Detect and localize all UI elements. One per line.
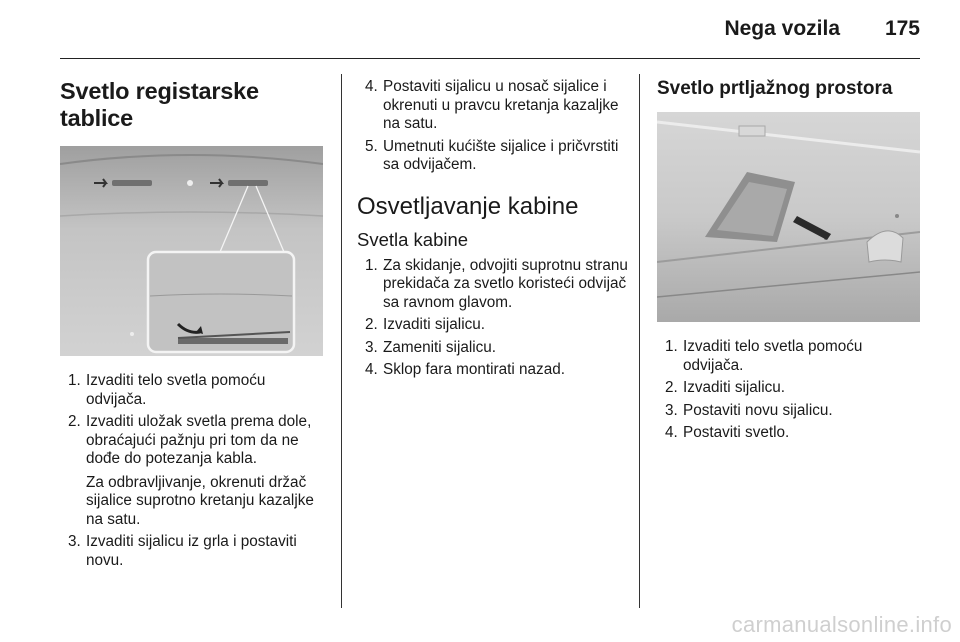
- list-item: 2. Izvaditi sijalicu.: [365, 316, 486, 333]
- trunk-light-illustration: [657, 112, 920, 322]
- section-heading-interior-lighting: Osvetljavanje kabine: [357, 192, 579, 220]
- header-title: Nega vozila: [724, 17, 840, 40]
- list-item: 3. Izvaditi sijalicu iz grla i postaviti novu.: [68, 533, 297, 569]
- column-license-plate-light: [60, 72, 328, 574]
- list-item: 4. Postaviti svetlo.: [665, 424, 790, 441]
- list-item: 1. Izvaditi telo svetla pomoću odvijača.: [68, 372, 266, 408]
- list-item: 1. Za skidanje, odvojiti suprotnu stranu prekidača za svetlo koristeći odvijač sa ravnom glavom.: [365, 256, 628, 311]
- subheading-cabin-lights: Svetla kabine: [357, 228, 469, 250]
- license-plate-light-figure: [60, 146, 323, 356]
- page-header: [0, 0, 960, 60]
- trunk-light-steps: [657, 338, 927, 443]
- list-item: 5. Umetnuti kućište sijalice i pričvrstiti sa odvijačem.: [365, 137, 619, 173]
- list-item: 3. Zameniti sijalicu.: [365, 338, 497, 356]
- column-trunk-light: [657, 72, 927, 447]
- license-plate-steps: [60, 372, 328, 570]
- section-heading-license-plate: Svetlo registarske tablice: [60, 78, 259, 131]
- license-plate-steps-continued: [357, 78, 629, 175]
- list-item: 3. Postaviti novu sijalicu.: [665, 401, 833, 419]
- list-item: 4. Sklop fara montirati nazad.: [365, 361, 565, 378]
- column-divider-1: [341, 74, 342, 608]
- list-item: 1. Izvaditi telo svetla pomoću odvijača.: [665, 338, 863, 374]
- list-item: 2. Izvaditi uložak svetla prema dole, obraćajući pažnju pri tom da ne dođe do potezanja kabla. Za odbravljivanje, okrenuti držač sijalice suprotno kretanju kazaljke na satu.: [68, 413, 314, 528]
- watermark: carmanualsonline.info: [731, 612, 952, 637]
- trunk-light-figure: [657, 112, 920, 322]
- list-item: 4. Postaviti sijalicu u nosač sijalice i okrenuti u pravcu kretanja kazaljke na satu.: [365, 78, 619, 132]
- cabin-lights-steps: [357, 257, 629, 380]
- license-plate-illustration: [60, 146, 323, 356]
- page-number: 175: [884, 17, 920, 40]
- list-item: 2. Izvaditi sijalicu.: [665, 379, 786, 396]
- column-divider-2: [639, 74, 640, 608]
- header-rule: [60, 58, 920, 59]
- column-interior-lighting: [357, 72, 629, 384]
- section-heading-trunk-light: Svetlo prtljažnog prostora: [657, 78, 893, 99]
